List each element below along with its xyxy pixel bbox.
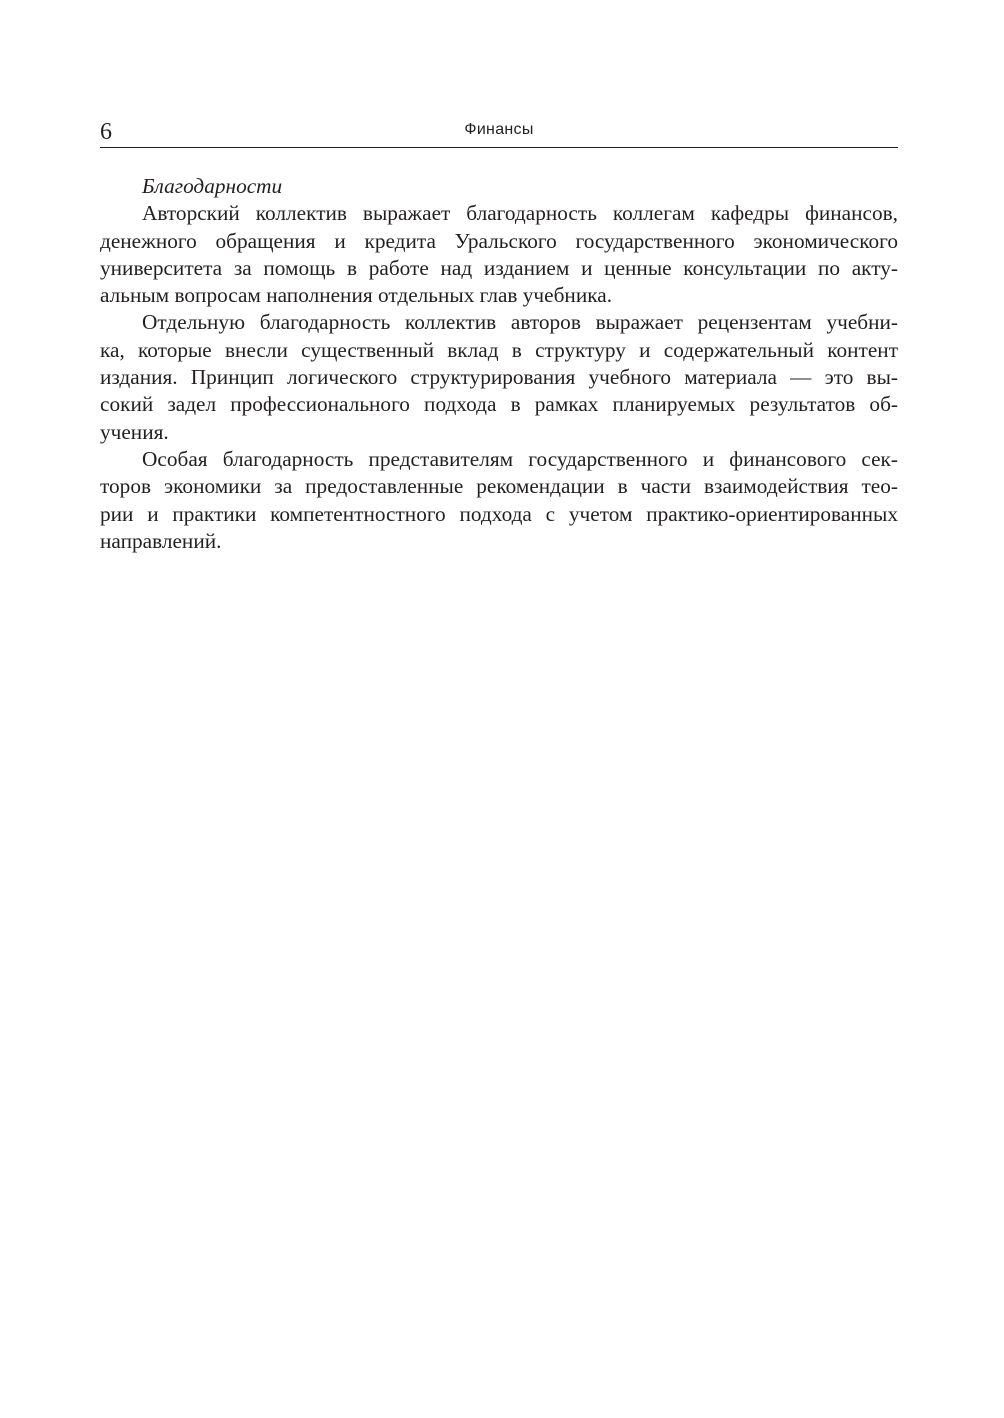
text-line: Особая благодарность представителям государственного и финансового сек- [142, 446, 898, 471]
running-title: Финансы [464, 121, 534, 138]
page-number: 6 [100, 119, 112, 145]
text-line: Отдельную благодарность коллектив авторов выражает рецензентам учебни- [142, 310, 898, 335]
text-line: торов экономики за предоставленные рекомендации в части взаимодействия тео- [100, 474, 898, 499]
text-line: рии и практики компетентностного подхода с учетом практико-ориентированных [100, 501, 898, 526]
page-body [100, 173, 898, 555]
header-rule [100, 147, 898, 148]
paragraph-acknowledgement-sectors [100, 446, 898, 555]
text-line: альным вопросам наполнения отдельных глав учебника. [100, 283, 613, 308]
text-line: направлений. [100, 528, 222, 553]
text-line: учения. [100, 419, 169, 444]
paragraph-acknowledgement-reviewers [100, 309, 898, 445]
text-line: сокий задел профессионального подхода в рамках планируемых результатов об- [100, 392, 898, 417]
text-line: Авторский коллектив выражает благодарность коллегам кафедры финансов, [142, 201, 898, 226]
text-line: ка, которые внесли существенный вклад в структуру и содержательный контент [100, 337, 898, 362]
text-line: издания. Принцип логического структурирования учебного материала — это вы- [100, 365, 898, 390]
paragraph-acknowledgement-department [100, 200, 898, 309]
text-line: университета за помощь в работе над изданием и ценные консультации по акту- [100, 255, 898, 280]
text-line: денежного обращения и кредита Уральского государственного экономического [100, 228, 898, 253]
section-title: Благодарности [142, 174, 283, 198]
